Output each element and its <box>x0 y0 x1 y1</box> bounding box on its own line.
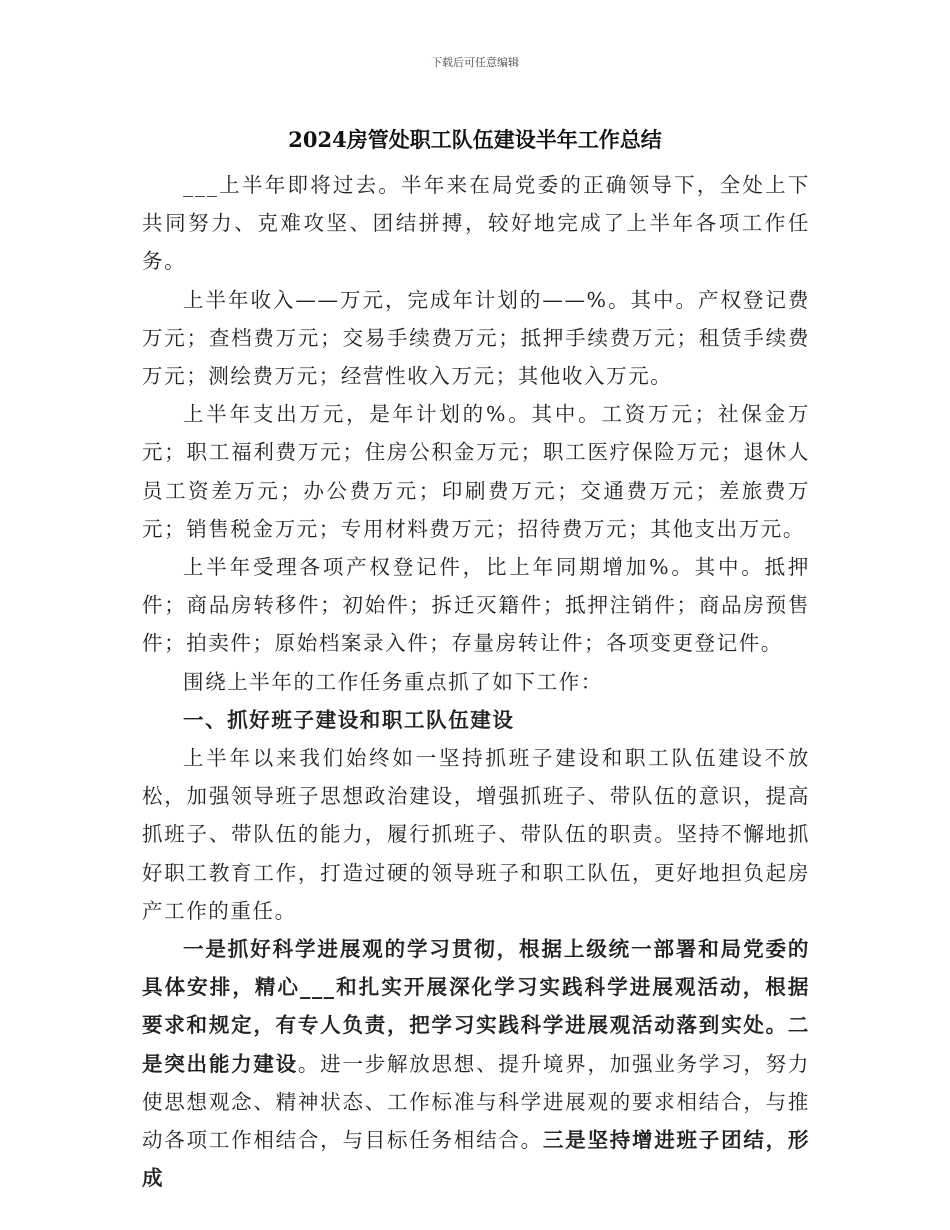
paragraph: 上半年收入——万元，完成年计划的——%。其中。产权登记费万元；查档费万元；交易手续费万元；抵押手续费万元；租赁手续费万元；测绘费万元；经营性收入万元；其他收入万元。 <box>142 287 810 389</box>
paragraph: 上半年以来我们始终如一坚持抓班子建设和职工队伍建设不放松，加强领导班子思想政治建设，增强抓班子、带队伍的意识，提高抓班子、带队伍的能力，履行抓班子、带队伍的职责。坚持不懈地抓好职工教育工作，打造过硬的领导班子和职工队伍，更好地担负起房产工作的重任。 <box>142 746 810 923</box>
page-header: 下载后可任意编辑 <box>431 56 519 69</box>
document-title: 2024房管处职工队伍建设半年工作总结 <box>288 127 662 152</box>
bold-text: 三是坚持增进班子团结，形成 <box>142 1128 810 1191</box>
section-heading: 一、抓好班子建设和职工队伍建设 <box>183 707 515 732</box>
paragraph: 上半年受理各项产权登记件，比上年同期增加%。其中。抵押件；商品房转移件；初始件；拆迁灭籍件；抵押注销件；商品房预售件；拍卖件；原始档案录入件；存量房转让件；各项变更登记件。 <box>142 555 810 656</box>
paragraph: 围绕上半年的工作任务重点抓了如下工作： <box>183 669 603 694</box>
normal-text: 。进一步解放思想、提升境界，加强业务学习，努力使思想观念、精神状态、工作标准与科学进展观的要求相结合，与推动各项工作相结合，与目标任务相结合。 <box>142 1051 810 1153</box>
document-body <box>142 166 810 1197</box>
paragraph-mixed <box>142 930 810 1197</box>
paragraph: 上半年支出万元，是年计划的%。其中。工资万元；社保金万元；职工福利费万元；住房公积金万元；职工医疗保险万元；退休人员工资差万元；办公费万元；印刷费万元；交通费万元；差旅费万元；销售税金万元；专用材料费万元；招待费万元；其他支出万元。 <box>142 402 810 541</box>
paragraph: ___上半年即将过去。半年来在局党委的正确领导下，全处上下共同努力、克难攻坚、团结拼搏，较好地完成了上半年各项工作任务。 <box>142 173 810 274</box>
bold-text: 一是抓好科学进展观的学习贯彻，根据上级统一部署和局党委的具体安排，精心___和扎实开展深化学习实践科学进展观活动，根据要求和规定，有专人负责，把学习实践科学进展观活动落到实处。二是突出能力建设 <box>142 937 810 1076</box>
